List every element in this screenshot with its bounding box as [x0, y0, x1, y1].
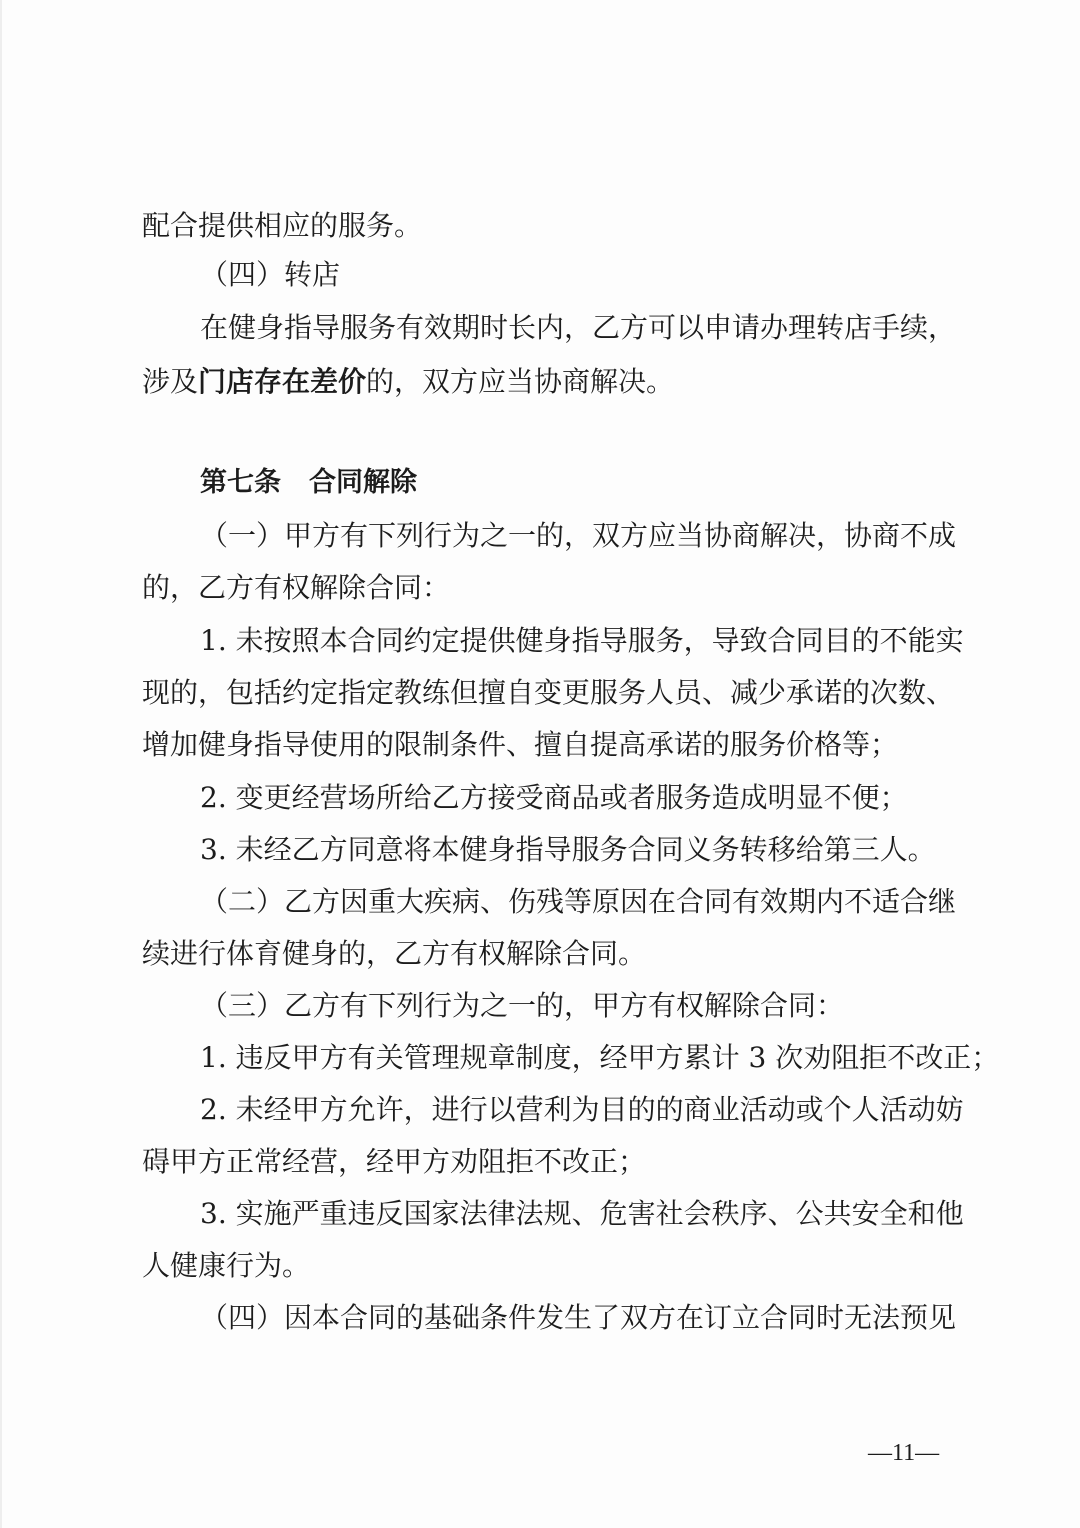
list-item-line: 人健康行为。 [142, 1249, 311, 1282]
page-number: —11— [868, 1440, 940, 1466]
paragraph-text: 在健身指导服务有效期时长内，乙方可以申请办理转店手续， [200, 311, 957, 344]
paragraph-line [0, 516, 1080, 556]
list-item-text: 2. 未经甲方允许，进行以营利为目的的商业活动或个人活动妨 [200, 1093, 964, 1126]
paragraph-line: （三）乙方有下列行为之一的，甲方有权解除合同： [200, 989, 845, 1022]
list-item-line [0, 621, 1080, 661]
list-item-line [0, 1194, 1080, 1234]
paragraph-line: 的，乙方有权解除合同： [142, 571, 451, 604]
subsection-heading-transfer: （四）转店 [200, 258, 341, 291]
list-item-line: 碍甲方正常经营，经甲方劝阻拒不改正； [142, 1145, 647, 1178]
list-item-line: 3. 未经乙方同意将本健身指导服务合同义务转移给第三人。 [200, 833, 936, 866]
emphasis-text: 门店存在差价 [198, 365, 367, 398]
list-item-text: 1. 违反甲方有关管理规章制度，经甲方累计 3 次劝阻拒不改正； [200, 1041, 1000, 1074]
article-title: 合同解除 [309, 467, 417, 498]
list-item-text: 1. 未按照本合同约定提供健身指导服务，导致合同目的不能实 [200, 624, 964, 657]
paragraph-line [0, 1298, 1080, 1338]
paragraph-text: （二）乙方因重大疾病、伤残等原因在合同有效期内不适合继 [200, 885, 957, 918]
paragraph-text: 涉及 [142, 365, 199, 398]
list-item-text: 现的，包括约定指定教练但擅自变更服务人员、减少承诺的次数、 [142, 676, 955, 709]
article-heading [0, 463, 1080, 503]
list-item-line [0, 1038, 1080, 1078]
paragraph-text: （一）甲方有下列行为之一的，双方应当协商解决，协商不成 [200, 519, 957, 552]
list-item-line: 2. 变更经营场所给乙方接受商品或者服务造成明显不便； [200, 781, 908, 814]
paragraph-text: 的，双方应当协商解决。 [366, 365, 675, 398]
list-item-line: 增加健身指导使用的限制条件、擅自提高承诺的服务价格等； [142, 728, 899, 761]
paragraph-line [0, 308, 1080, 348]
list-item-line [0, 673, 1080, 713]
paragraph-text: （四）因本合同的基础条件发生了双方在订立合同时无法预见 [200, 1301, 957, 1334]
paragraph-line: 配合提供相应的服务。 [142, 209, 423, 242]
list-item-text: 3. 实施严重违反国家法律法规、危害社会秩序、公共安全和他 [200, 1197, 964, 1230]
paragraph-line-with-emphasis [0, 362, 1080, 402]
list-item-line [0, 1090, 1080, 1130]
paragraph-line: 续进行体育健身的，乙方有权解除合同。 [142, 937, 647, 970]
paragraph-line [0, 882, 1080, 922]
article-number: 第七条 [200, 467, 281, 498]
